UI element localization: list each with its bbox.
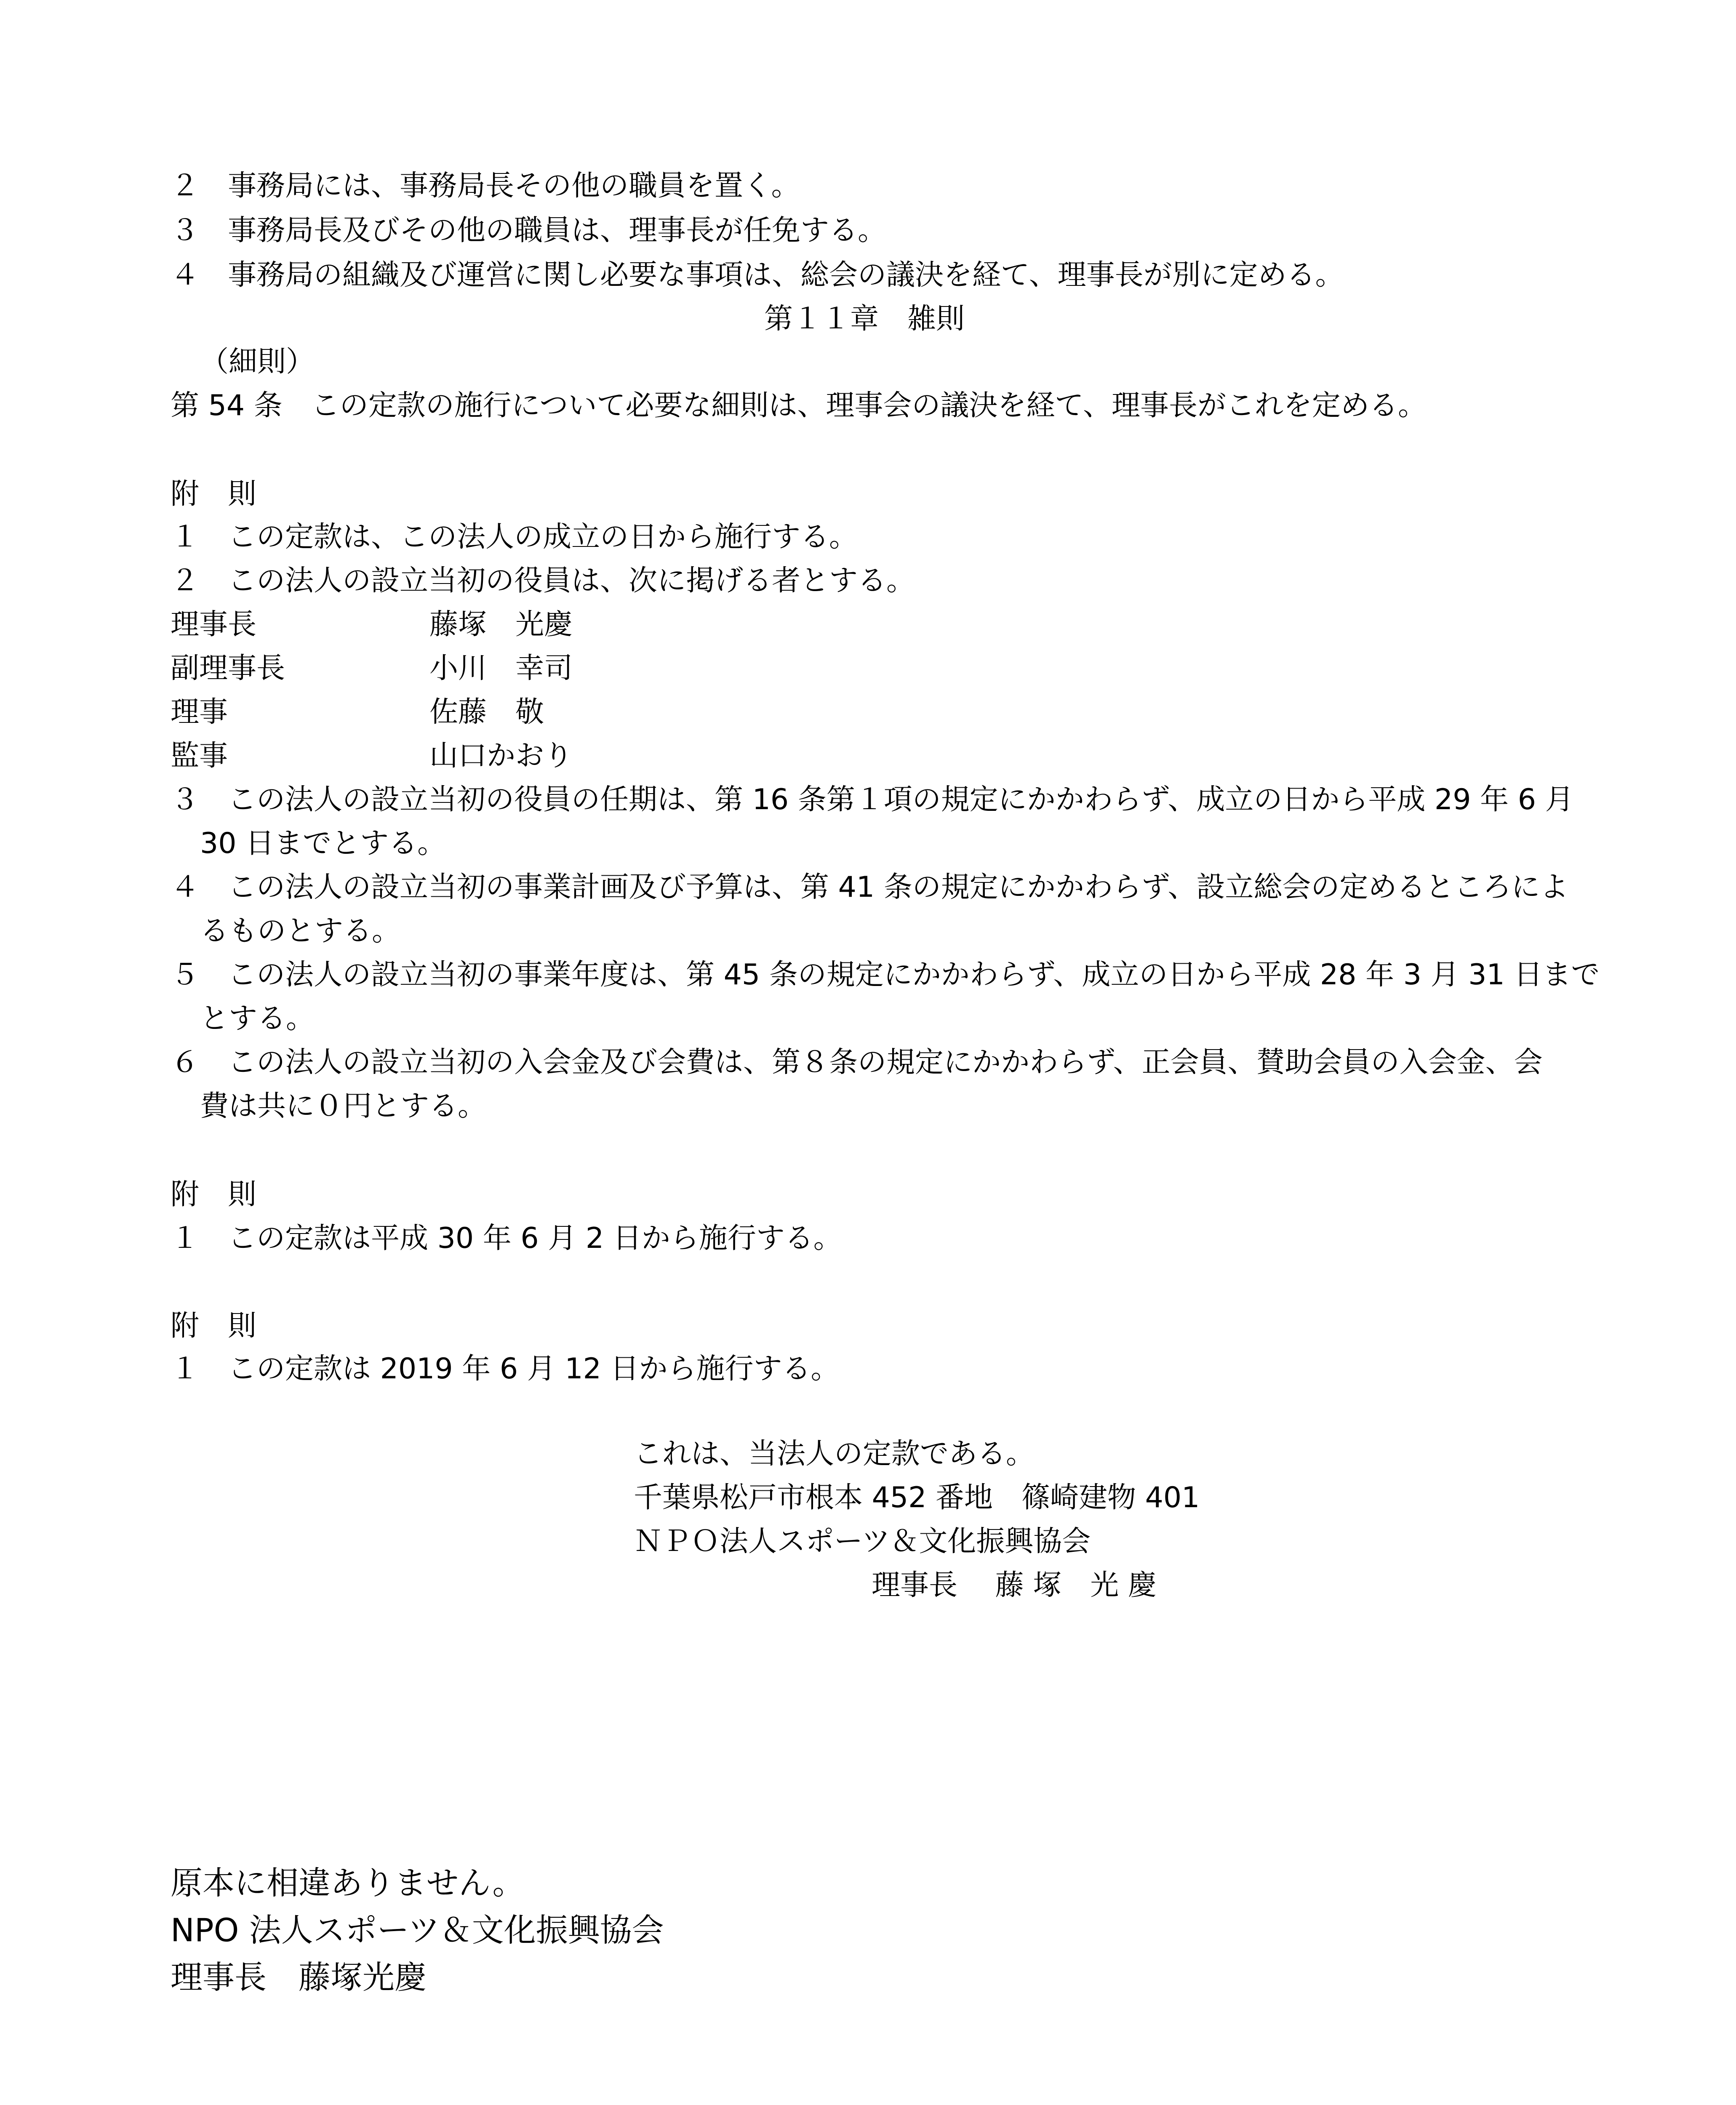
officer-role: 副理事長	[171, 652, 285, 685]
article-item-3: ３ 事務局長及びその他の職員は、理事長が任免する。	[171, 214, 887, 247]
true-copy-organization: NPO 法人スポーツ＆文化振興協会	[171, 1911, 664, 1949]
supplementary-item-6-cont: 費は共に０円とする。	[200, 1090, 487, 1123]
certification-statement: これは、当法人の定款である。	[634, 1437, 1035, 1471]
supplementary-item-3-cont: 30 日までとする。	[200, 827, 446, 860]
supplementary-title: 附 則	[171, 1309, 257, 1343]
supplementary-item-4: ４ この法人の設立当初の事業計画及び予算は、第 41 条の規定にかかわらず、設立総会の定めるところによ	[171, 871, 1569, 904]
officer-name: 小川 幸司	[429, 652, 573, 685]
supplementary-item-3: ３ この法人の設立当初の役員の任期は、第 16 条第１項の規定にかかわらず、成立の日から平成 29 年 6 月	[171, 783, 1574, 816]
article-item-4: ４ 事務局の組織及び運営に関し必要な事項は、総会の議決を経て、理事長が別に定める。	[171, 258, 1344, 292]
supplementary-item-1: １ この定款は、この法人の成立の日から施行する。	[171, 520, 858, 554]
officer-role: 理事長	[171, 608, 257, 641]
officer-role: 監事	[171, 739, 228, 773]
supplementary-item-1: １ この定款は平成 30 年 6 月 2 日から施行する。	[171, 1222, 842, 1255]
true-copy-statement: 原本に相違ありません。	[171, 1864, 525, 1902]
section-label: （細則）	[200, 345, 315, 378]
supplementary-title: 附 則	[171, 1178, 257, 1211]
chapter-title: 第１１章 雑則	[764, 302, 965, 336]
supplementary-item-6: ６ この法人の設立当初の入会金及び会費は、第８条の規定にかかわらず、正会員、賛助会員の入会金、会	[171, 1046, 1543, 1079]
officer-name: 佐藤 敬	[429, 695, 544, 729]
supplementary-item-5-cont: とする。	[200, 1002, 315, 1035]
officer-role: 理事	[171, 695, 228, 729]
supplementary-item-2: ２ この法人の設立当初の役員は、次に掲げる者とする。	[171, 564, 915, 597]
true-copy-signatory: 理事長 藤塚光慶	[171, 1958, 427, 1996]
supplementary-item-4-cont: るものとする。	[200, 914, 401, 948]
certification-organization: ＮＰＯ法人スポーツ＆文化振興協会	[634, 1525, 1091, 1558]
supplementary-item-5: ５ この法人の設立当初の事業年度は、第 45 条の規定にかかわらず、成立の日から平成 28 年 3 月 31 日まで	[171, 958, 1600, 991]
article-54: 第 54 条 この定款の施行について必要な細則は、理事会の議決を経て、理事長がこれを定める。	[171, 389, 1427, 422]
supplementary-item-1: １ この定款は 2019 年 6 月 12 日から施行する。	[171, 1352, 840, 1386]
certification-address: 千葉県松戸市根本 452 番地 篠崎建物 401	[634, 1481, 1200, 1514]
certification-signatory: 理事長 藤 塚 光 慶	[872, 1569, 1157, 1602]
supplementary-title: 附 則	[171, 477, 257, 511]
officer-name: 藤塚 光慶	[429, 608, 573, 641]
article-item-2: ２ 事務局には、事務局長その他の職員を置く。	[171, 169, 800, 203]
officer-name: 山口かおり	[429, 739, 573, 773]
